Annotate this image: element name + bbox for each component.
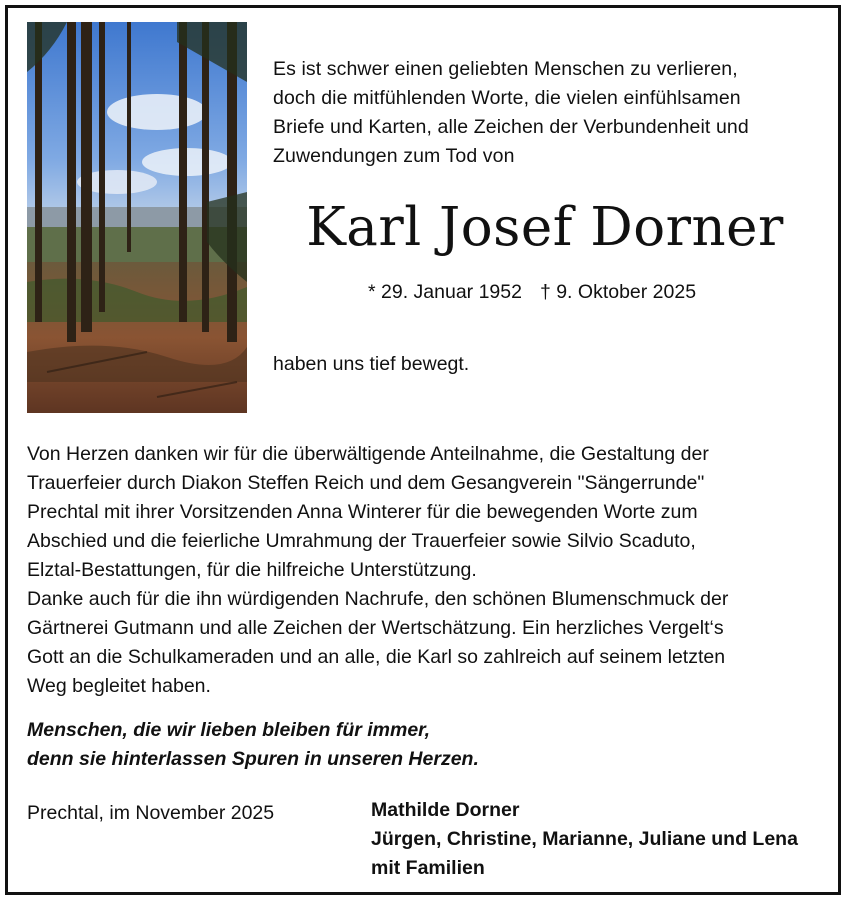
signer-line: mit Familien <box>371 857 485 879</box>
forest-photo-image <box>27 22 247 413</box>
forest-photo <box>27 22 247 413</box>
intro-line: doch die mitfühlenden Worte, die vielen einfühlsamen <box>273 87 741 109</box>
quote-line: denn sie hinterlassen Spuren in unseren Herzen. <box>27 748 479 770</box>
moved-text: haben uns tief bewegt. <box>273 353 470 375</box>
birth-date: * 29. Januar 1952 <box>368 281 522 303</box>
thanks-line: Elztal-Bestattungen, für die hilfreiche Unterstützung. <box>27 559 477 581</box>
thanks-line: Von Herzen danken wir für die überwältigende Anteilnahme, die Gestaltung der <box>27 443 709 465</box>
place-date: Prechtal, im November 2025 <box>27 802 275 824</box>
thanks-line: Weg begleitet haben. <box>27 675 211 697</box>
signers <box>371 796 831 883</box>
thanks-text <box>27 440 817 701</box>
signer-line: Jürgen, Christine, Marianne, Juliane und Lena <box>371 828 798 850</box>
thanks-line: Abschied und die feierliche Umrahmung der Trauerfeier sowie Silvio Scaduto, <box>27 530 696 552</box>
thanks-line: Trauerfeier durch Diakon Steffen Reich und dem Gesangverein "Sängerrunde" <box>27 472 705 494</box>
deceased-name: Karl Josef Dorner <box>306 197 784 258</box>
death-date: † 9. Oktober 2025 <box>539 281 697 303</box>
thanks-line: Gott an die Schulkameraden und an alle, die Karl so zahlreich auf seinem letzten <box>27 646 726 668</box>
quote-text <box>27 716 817 774</box>
intro-line: Es ist schwer einen geliebten Menschen zu verlieren, <box>273 58 738 80</box>
thanks-line: Danke auch für die ihn würdigenden Nachrufe, den schönen Blumenschmuck der <box>27 588 729 610</box>
intro-line: Briefe und Karten, alle Zeichen der Verbundenheit und <box>273 116 749 138</box>
quote-line: Menschen, die wir lieben bleiben für immer, <box>27 719 431 741</box>
intro-text <box>273 55 813 171</box>
thanks-line: Prechtal mit ihrer Vorsitzenden Anna Winterer für die bewegenden Worte zum <box>27 501 698 523</box>
intro-line: Zuwendungen zum Tod von <box>273 145 515 167</box>
life-dates <box>368 278 696 306</box>
signer-line: Mathilde Dorner <box>371 799 520 821</box>
thanks-line: Gärtnerei Gutmann und alle Zeichen der Wertschätzung. Ein herzliches Vergelt‘s <box>27 617 724 639</box>
